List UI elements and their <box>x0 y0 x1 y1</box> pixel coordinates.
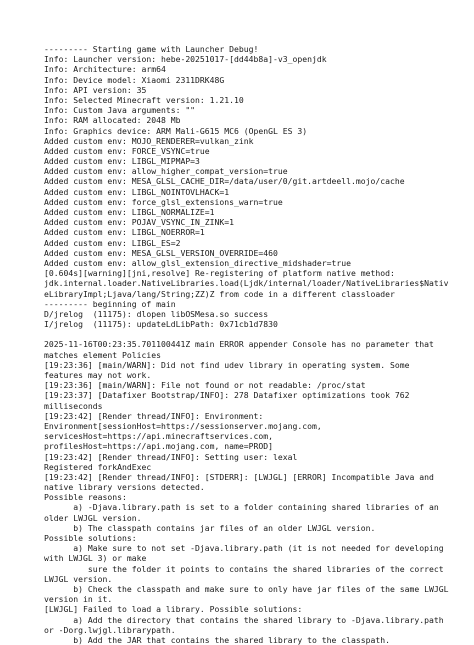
log-line: jdk.internal.loader.NativeLibraries.load(Ljdk/internal/loader/NativeLibraries$Nativ <box>44 278 449 289</box>
log-line: [19:23:36] [main/WARN]: Did not find udev library in operating system. Some <box>44 359 410 370</box>
log-line: Added custom env: LIBGL_ES=2 <box>44 237 181 248</box>
log-line: [19:23:37] [Datafixer Bootstrap/INFO]: 278 Datafixer optimizations took 762 <box>44 390 410 401</box>
log-line: b) Check the classpath and make sure to only have jar files of the same LWJGL <box>44 583 449 594</box>
log-line: native library versions detected. <box>44 482 205 493</box>
log-line: Added custom env: allow_glsl_extension_directive_midshader=true <box>44 257 351 268</box>
log-line: a) -Djava.library.path is set to a folder containing shared libraries of an <box>44 502 439 513</box>
log-line: [19:23:42] [Render thread/INFO]: [STDERR]: [LWJGL] [ERROR] Incompatible Java and <box>44 471 434 482</box>
log-line: Added custom env: allow_higher_compat_version=true <box>44 166 288 177</box>
log-line: [19:23:36] [main/WARN]: File not found or not readable: /proc/stat <box>44 380 366 391</box>
log-line: Environment[sessionHost=https://sessionserver.mojang.com, <box>44 420 322 431</box>
log-line: with LWJGL 3) or make <box>44 553 147 564</box>
log-line: eLibraryImpl;Ljava/lang/String;ZZ)Z from code in a different classloader <box>44 288 395 299</box>
log-line: Possible solutions: <box>44 533 137 543</box>
log-line: sure the folder it points to contains the shared libraries of the correct <box>44 563 444 574</box>
log-line: Added custom env: LIBGL_NORMALIZE=1 <box>44 207 215 217</box>
log-line: D/jrelog (11175): dlopen libOSMesa.so success <box>44 308 269 319</box>
log-line: Info: Custom Java arguments: "" <box>44 105 196 116</box>
log-line: older LWJGL version. <box>44 512 142 523</box>
log-line: Added custom env: MESA_GLSL_VERSION_OVERRIDE=460 <box>44 247 278 258</box>
log-line: matches element Policies <box>44 349 161 360</box>
log-line: [0.604s][warning][jni,resolve] Re-registering of platform native method: <box>44 268 395 279</box>
log-line: or -Dorg.lwjgl.librarypath. <box>44 624 176 635</box>
log-line: features may not work. <box>44 370 152 380</box>
log-line: b) The classpath contains jar files of an older LWJGL version. <box>44 522 376 533</box>
log-line: milliseconds <box>44 400 103 411</box>
log-line: Added custom env: MOJO_RENDERER=vulkan_zink <box>44 135 254 146</box>
log-line: Info: Device model: Xiaomi 2311DRK48G <box>44 74 225 85</box>
log-line: Info: Selected Minecraft version: 1.21.10 <box>44 94 244 105</box>
log-line: Registered forkAndExec <box>44 461 152 472</box>
log-line: --------- Starting game with Launcher Debug! <box>44 44 259 54</box>
log-line: Added custom env: POJAV_VSYNC_IN_ZINK=1 <box>44 217 235 228</box>
log-line: Added custom env: LIBGL_NOERROR=1 <box>44 227 205 238</box>
log-line: a) Make sure to not set -Djava.library.path (it is not needed for developing <box>44 543 444 554</box>
log-line: Added custom env: force_glsl_extensions_warn=true <box>44 196 283 207</box>
log-line: Info: RAM allocated: 2048 Mb <box>44 115 181 126</box>
log-line: 2025-11-16T00:23:35.701100441Z main ERROR appender Console has no parameter that <box>44 339 434 350</box>
log-output <box>44 44 464 645</box>
log-line: version in it. <box>44 594 113 605</box>
log-blank-line <box>44 329 464 339</box>
log-line: [19:23:42] [Render thread/INFO]: Environment: <box>44 410 264 421</box>
log-line: Possible reasons: <box>44 492 127 503</box>
log-line: [LWJGL] Failed to load a library. Possible solutions: <box>44 604 303 615</box>
log-line: Info: Launcher version: hebe-20251017-[dd44b8a]-v3_openjdk <box>44 54 327 65</box>
log-line: Added custom env: LIBGL_NOINTOVLHACK=1 <box>44 186 230 197</box>
log-line: Info: Architecture: arm64 <box>44 64 166 75</box>
log-line: Info: API version: 35 <box>44 84 147 95</box>
log-line: LWJGL version. <box>44 573 113 584</box>
log-line: servicesHost=https://api.minecraftservices.com, <box>44 431 274 442</box>
log-line: b) Add the JAR that contains the shared library to the classpath. <box>44 634 390 645</box>
log-line: Info: Graphics device: ARM Mali-G615 MC6 (OpenGL ES 3) <box>44 125 308 136</box>
log-line: a) Add the directory that contains the shared library to -Djava.library.path <box>44 614 444 625</box>
log-line: [19:23:42] [Render thread/INFO]: Setting user: lexal <box>44 451 298 462</box>
log-line: profilesHost=https://api.mojang.com, name=PROD] <box>44 441 274 452</box>
log-line: Added custom env: FORCE_VSYNC=true <box>44 145 210 156</box>
log-line: Added custom env: LIBGL_MIPMAP=3 <box>44 156 200 167</box>
log-line: I/jrelog (11175): updateLdLibPath: 0x71cb1d7830 <box>44 319 278 330</box>
log-line: Added custom env: MESA_GLSL_CACHE_DIR=/data/user/0/git.artdeell.mojo/cache <box>44 176 405 187</box>
log-line: --------- beginning of main <box>44 298 176 309</box>
